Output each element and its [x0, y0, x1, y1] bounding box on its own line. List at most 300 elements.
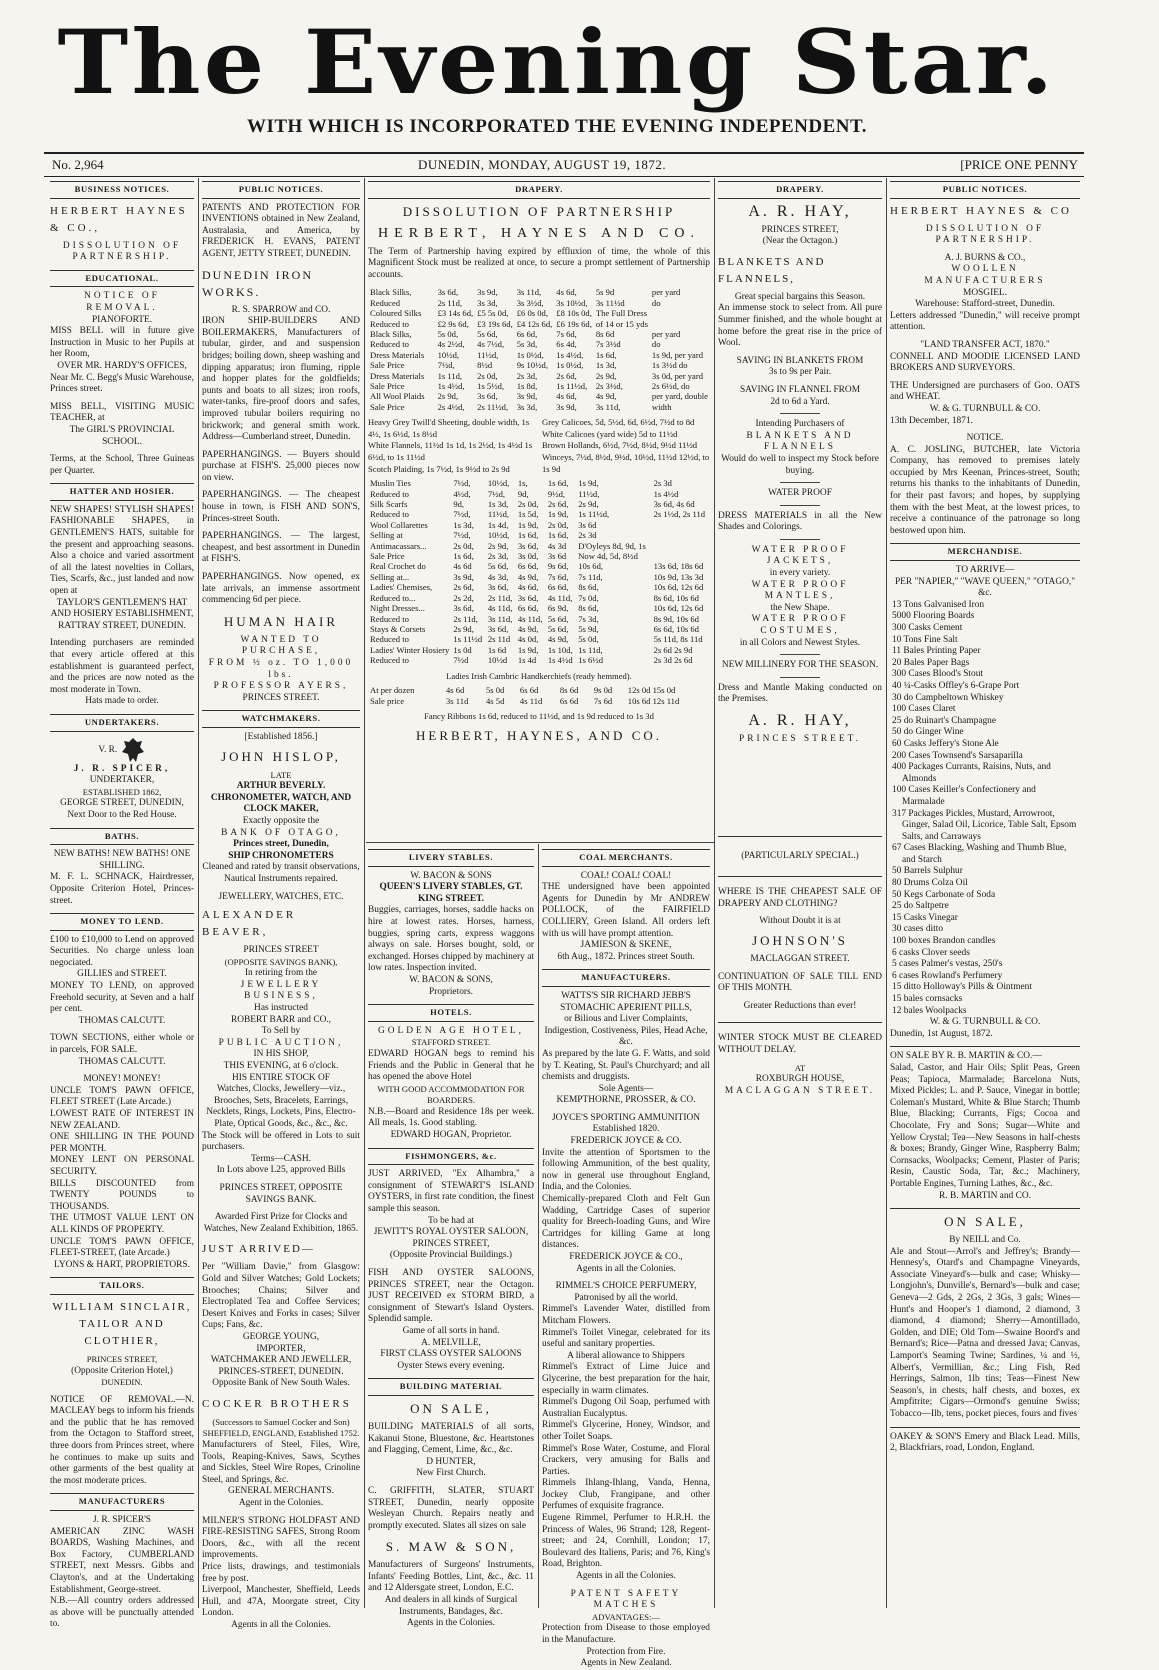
price-item: Reduced [370, 297, 401, 308]
goods-list [890, 600, 1080, 1017]
price-cell: 9s 10½d, [516, 360, 548, 371]
goods-item: 100 boxes Brandon candles [892, 936, 996, 947]
crest-icon [120, 736, 146, 764]
price-cell: 10½d [487, 655, 508, 666]
ad-text: PRINCES-STREET, DUNEDIN. [218, 1366, 344, 1377]
ad-headline: WINTER STOCK MUST BE CLEARED WITHOUT DELAY. [718, 1033, 882, 1055]
ad-text: Intending Purchasers of [755, 419, 845, 430]
price-cell: 7s 11d, [578, 571, 603, 582]
price-cell: 6s 6d, [516, 329, 538, 339]
ad-text: Manufacturers of Surgeons' Instruments, Infants' Feeding Bottles, Lint, &c., &c. 11 and 12 Aldersgate street, London, E.C. [368, 1560, 534, 1594]
column-rule [364, 178, 365, 1608]
royal-crest [50, 736, 194, 764]
ad-text: ARTHUR BEVERLY. [236, 781, 326, 792]
ad-text: MOSGIEL. [962, 287, 1007, 298]
price-cell: 2s 3d [578, 530, 597, 541]
price-cell: 1s 6d, [547, 530, 569, 541]
price-cell: 2s 11d, [453, 613, 478, 624]
price-item: Sale Price [370, 360, 405, 371]
price-cell: 2s 6d, [453, 582, 474, 593]
ad-text: KEMPTHORNE, PROSSER, & CO. [556, 1095, 696, 1106]
ad-text: In Lots above L25, approved Bills [216, 1165, 346, 1176]
price-cell: 4s 0d, [517, 634, 539, 645]
price-row [368, 572, 710, 582]
ad-text: Liverpool, Manchester, Sheffield, Leeds Hull, and 47A, Moorgate street, City London. [202, 1585, 360, 1619]
ad-text: BILLS DISCOUNTED from TWENTY POUNDS to THOUSANDS. [50, 1178, 194, 1212]
price-cell: 1s 3½d do [651, 360, 688, 371]
price-row [368, 339, 710, 349]
price-cell: 2s 1½d, 2s 11d [653, 509, 706, 520]
ad-text: M. F. L. SCHNACK, Hairdresser, Opposite Criterion Hotel, Princes-street. [50, 872, 194, 906]
price-cell: 3s 6d, [453, 603, 474, 614]
goods-item: 25 do Ruinart's Champagne [892, 715, 997, 726]
dateline [44, 152, 1084, 177]
price-cell: 2s 9d, [487, 540, 509, 551]
price-cell: 2s 9d, [453, 623, 474, 634]
price-cell: 4s 6d [453, 561, 472, 572]
ad-text: CONTINUATION OF SALE TILL END OF THIS MONTH. [718, 971, 882, 994]
price-item: Reduced to [370, 339, 409, 350]
goods-item: 30 cases ditto [892, 924, 944, 935]
ad-headline: PER "NAPIER," "WAVE QUEEN," "OTAGO," &c. [894, 576, 1076, 599]
ad-text: MACLAGGAN STREET. [724, 1085, 876, 1096]
ad-headline: ON SALE BY R. B. MARTIN & CO.— [890, 1051, 1042, 1062]
issue-number: No. 2,964 [52, 157, 104, 172]
price-cell: 3s 9d, [453, 571, 474, 582]
newspaper-subtitle: WITH WHICH IS INCORPORATED THE EVENING INDEPENDENT. [246, 116, 868, 137]
price-item: Reduced to [370, 318, 409, 329]
column-rule [886, 178, 887, 1608]
goods-item: 50 do Ginger Wine [892, 727, 964, 738]
price-cell: 4s 6d, [556, 391, 577, 402]
price-cell: 1s 9d, [547, 509, 569, 520]
ad-text: SAVING IN BLANKETS FROM [736, 355, 864, 366]
ad-text: HIS ENTIRE STOCK OF [231, 1072, 330, 1083]
price-cell: 6s 6d, [517, 561, 539, 572]
ad-text: Protection from Disease to those employed in the Manufacture. [542, 1623, 710, 1645]
price-cell: £2 9s 6d, [437, 318, 469, 329]
price-cell: 1s 11d, [437, 370, 463, 381]
price-cell: 8s 6d, [578, 603, 599, 614]
ad-text: PRINCES STREET [243, 945, 319, 956]
ad-text: Chemically-prepared Cloth and Felt Gun Wadding, Cartridge Cases of superior quality for Breech-loading Guns, and Wire Cartridges for killing Game at long distances. [542, 1194, 710, 1251]
ad-text: Salad, Castor, and Hair Oils; Split Peas, Green Peas; Tapioca, Marmalade; Barcelona Nuts, Mixed Pickles; L. and P. Sauce, Vinegar in bottle; Coleman's Mustard, White & Blue Starch; Thumb Blue, Blacking; Currants, Figs; Cocoa and Chocolate, Fry and Sons; Sugar—White and Yellow Crystal; Tea—New Seasons in half-chests & boxes; Brandy, Ginger Wine, Raspberry Balm; Cornsacks, Woolpacks; Cement, Plaster of Paris; Resin, Caustic Soda, Tar, &c.; Machinery, Portable Engines, Turning Lathes, &c., &c. [890, 1062, 1080, 1189]
price-cell: 7s 6d, [556, 329, 577, 339]
price-cell: 2s 9d, [595, 370, 617, 381]
price-item: Real Crochet do [370, 561, 426, 572]
ad-text: THIS EVENING, at 6 o'clock. [223, 1061, 339, 1072]
price-cell: 1s 9d, per yard [651, 349, 703, 360]
price-cell: 3s 11d, [595, 401, 621, 412]
goods-item: 317 Packages Pickles, Mustard, Arrowroot, Ginger, Salad Oil, Licorice, Table Salt, Epsom Salts, and Carraways [892, 808, 1077, 842]
price-row [368, 329, 710, 339]
ad-text: To be had at [428, 1215, 474, 1226]
column-6 [890, 178, 1080, 1608]
section-heading: PUBLIC NOTICES. [202, 181, 360, 199]
price-cell: 4s 9d, [595, 391, 617, 402]
price-cell: 5s 11d, 8s 11d [653, 634, 703, 645]
price-row [368, 603, 710, 613]
ad-headline: WATTS'S SIR RICHARD JEBB'S STOMACHIC APERIENT PILLS, [560, 990, 692, 1013]
ad-text: CHRONOMETER, WATCH, AND CLOCK MAKER, [210, 792, 352, 815]
ad-text: 3s to 9s per Pair. [768, 367, 832, 378]
goods-item: 15 ditto Holloway's Pills & Ointment [892, 982, 1032, 993]
price-cell: 5s 0d [485, 685, 505, 696]
goods-item: 30 do Campbeltown Whiskey [892, 692, 1004, 703]
ad-text: Established 1820. [592, 1124, 660, 1135]
ad-text: WATER PROOF MANTLES, [751, 579, 849, 602]
price-cell: 3s 6d, [477, 391, 498, 402]
ad-text: R. B. MARTIN and CO. [939, 1190, 1031, 1201]
price-item: Reduced to [370, 509, 409, 520]
price-cell: £6 19s 6d, [556, 318, 592, 329]
price-item: Reduced to [370, 634, 409, 645]
ad-text: UNCLE TOM'S PAWN OFFICE, FLEET-STREET, (late Arcade.) [50, 1236, 194, 1259]
ad-headline: J. R. SPICER, [73, 763, 171, 774]
price-row [368, 319, 710, 329]
price-cell: 1s 11d, [578, 644, 603, 655]
section-heading: MANUFACTURERS. [542, 969, 710, 987]
ad-text: BLANKETS AND FLANNELS [746, 430, 854, 453]
ad-text: Rimmel's Dugong Oil Soap, perfumed with Australian Eucalyptus. [542, 1397, 710, 1419]
ad-text: FIRST CLASS OYSTER SALOONS [380, 1349, 522, 1360]
price-cell: 10s 6d, 12s 6d [653, 603, 704, 614]
ad-text: EDWARD HOGAN, Proprietor. [390, 1130, 512, 1141]
price-cell: 3s 3½d, [516, 297, 544, 308]
price-cell: 6s 4d, [556, 339, 577, 350]
ad-text: Oyster Stews every evening. [397, 1360, 505, 1371]
ad-text: (Opposite Provincial Buildings.) [389, 1250, 513, 1261]
ad-text: Rimmel's Rose Water, Costume, and Floral Crackers, very amusing for Balls and Parties. [542, 1443, 710, 1477]
price-cell: 1s 4d, [487, 519, 509, 530]
price-cell: 3s 10½d, [556, 297, 588, 308]
ad-text: Rimmel's Extract of Lime Juice and Glycerine, the best preparation for the hair, especially in warm climates. [542, 1362, 710, 1396]
ad-text: Watches, Clocks, Jewellery—viz., Brooches, Sets, Bracelets, Earrings, Necklets, Rings, Lockets, Pins, Electro-Plate, Optical Goods, &c., &c., &c. [206, 1084, 356, 1129]
ad-text: W. BACON & SONS, [409, 974, 493, 985]
ad-text: PAPERHANGINGS. Now opened, ex late arrivals, an immense assortment commencing 6d per piece. [202, 572, 360, 606]
price-line: White Flannels, 11½d 1s 1d, 1s 2½d, 1s 4½d 1s 6½d, to 1s 11½d [368, 440, 533, 463]
ad-text: ROXBURGH HOUSE, [755, 1074, 845, 1085]
divider [780, 505, 820, 506]
price-cell [652, 551, 710, 561]
price-cell: 3s 6d, 4s 6d [653, 499, 695, 510]
price-cell: 4s 6d, [517, 582, 539, 593]
price-item: Dress Materials [370, 349, 425, 360]
price-cell: 3s 9d, [556, 401, 577, 412]
goods-item: 60 Casks Jeffery's Stone Ale [892, 738, 999, 749]
ad-text: Awarded First Prize for Clocks and Watches, New Zealand Exhibition, 1865. [203, 1212, 359, 1234]
divider [780, 482, 820, 483]
ad-text: SAVING IN FLANNEL FROM [739, 384, 861, 395]
ad-headline: COAL! COAL! COAL! [580, 870, 672, 881]
ad-text: DISSOLUTION OF [925, 223, 1045, 234]
ad-text: N.B.—Board and Residence 18s per week. All meals, 1s. Good stabling. [368, 1106, 534, 1129]
price-item: Black Silks, [370, 287, 412, 298]
price-cell: 4½d, [453, 488, 471, 499]
section-heading: TAILORS. [50, 1277, 194, 1295]
price-item: Black Silks, [370, 329, 412, 339]
price-row [368, 614, 710, 624]
price-cell: 2s 3d, [487, 551, 509, 562]
price-cell: 10½d, [437, 349, 460, 360]
ad-text: THE undersigned have been appointed Agents for Dunedin by Mr ANDREW POLLOCK, of the FAIRFIELD COLLIERY, Green Island. All orders left with us will have prompt attention. [542, 882, 710, 939]
ad-text: Proprietors. [428, 986, 473, 997]
price-cell: 2s 11d, [437, 297, 463, 308]
price-cell: 5s 0d, [578, 634, 599, 645]
price-row [368, 696, 710, 706]
price-cell: 6s 9d, [547, 603, 569, 614]
ad-text: THOMAS CALCUTT. [78, 1015, 166, 1026]
price-cell: 2s 3½d, [595, 381, 623, 392]
price-cell: £3 19s 6d, [477, 318, 513, 329]
goods-item: 10 Tons Fine Salt [892, 634, 958, 645]
ad-text: PARTNERSHIP. [935, 235, 1035, 246]
ad-headline: RIMMEL'S CHOICE PERFUMERY, [555, 1281, 697, 1292]
section-heading: BUILDING MATERIAL [368, 1378, 534, 1396]
price-cell: 10½d, [487, 530, 510, 541]
ad-text: Dress and Mantle Making conducted on the Premises. [718, 682, 882, 705]
ad-text: GILLIES and STREET. [77, 969, 167, 980]
price-cell: 7s 0d, [578, 592, 599, 603]
ad-text: Protection from Fire. [586, 1646, 666, 1657]
goods-item: 15 bales cornsacks [892, 994, 963, 1004]
price-cell: per yard [651, 287, 681, 298]
goods-item: 25 do Saltpetre [892, 901, 949, 912]
ad-text: Agent in the Colonies. [238, 1498, 324, 1509]
price-cell: 9s 6d, [547, 561, 569, 572]
price-cell: 3s 6d, [487, 623, 509, 634]
ad-headline: WHERE IS THE CHEAPEST SALE OF DRAPERY AND CLOTHING? [718, 887, 882, 909]
price-cell: 8s 6d [595, 329, 615, 339]
column-rule [538, 844, 539, 1608]
ad-text: The Term of Partnership having expired by effluxion of time, the whole of this Magnificent Stock must be realized at once, to secure a prompt settlement of Partnership accounts. [368, 246, 710, 280]
price-row [368, 561, 710, 571]
price-item: Muslin Ties [370, 478, 411, 489]
ad-text: Rimmels Ihlang-Ihlang, Vanda, Henna, Jockey Club, Frangipane, and other Perfumes of exquisite fragrance. [542, 1478, 710, 1512]
price-cell: 2s 3d, [516, 370, 538, 381]
ad-text: As prepared by the late G. F. Watts, and sold by T. Keating, St. Paul's Churchyard; and all chemists and druggists. [542, 1048, 710, 1083]
ad-text: W. & G. TURNBULL & CO. [929, 403, 1041, 414]
price-cell: 1s 0d [453, 644, 472, 655]
ad-text: in every variety. [769, 568, 831, 579]
ad-headline: GOLDEN AGE HOTEL, [377, 1025, 525, 1036]
price-cell: £6 0s 0d, [516, 308, 548, 319]
ad-text: SHIP CHRONOMETERS [228, 850, 334, 861]
price-cell: 5s 6d, [547, 623, 569, 634]
ad-text: FREDERICK JOYCE & CO. [570, 1136, 682, 1147]
ad-text: Price lists, drawings, and testimonials free by post. [202, 1562, 360, 1584]
ad-text: IN HIS SHOP, [253, 1049, 309, 1060]
section-heading: HATTER AND HOSIER. [50, 483, 194, 501]
ad-text: DUNEDIN. [101, 1377, 143, 1388]
ad-text: Patronised by all the world. [574, 1292, 678, 1303]
price-cell: per yard [651, 329, 681, 339]
section-heading: MERCHANDISE. [890, 543, 1080, 561]
price-cell: 4s 6d [446, 685, 465, 696]
ad-text: Exactly opposite the [242, 815, 320, 826]
price-cell: 10s 6d, [578, 561, 604, 572]
ad-text: NOTICE. [966, 433, 1004, 444]
price-cell: 3s 6d [547, 551, 567, 562]
price-table [368, 685, 710, 706]
price-cell: 1s 10d, [547, 644, 573, 655]
price-cell: 6s 6d, [517, 603, 539, 614]
price-cell [652, 520, 710, 530]
goods-item: 40 ¼-Casks Offley's 6-Grape Port [892, 680, 1020, 691]
price-cell [650, 319, 710, 329]
section-heading: EDUCATIONAL. [50, 270, 194, 288]
price-row [368, 489, 710, 499]
ad-text: WATER PROOF JACKETS, [751, 544, 849, 567]
price-cell: 8s 9d, 10s 6d [653, 613, 699, 624]
drapery-notice [368, 178, 710, 840]
goods-item: 400 Packages Currants, Raisins, Nuts, and Almonds [892, 762, 1051, 784]
price-cell: 5s 6d, [477, 329, 498, 339]
ad-text: Agents in all the Colonies. [576, 1571, 676, 1582]
section-heading: COAL MERCHANTS. [542, 849, 710, 867]
price-item: Reduced to [370, 655, 409, 666]
goods-item: 13 Tons Galvanised Iron [892, 599, 985, 610]
goods-item: 300 Cases Blood's Stout [892, 669, 984, 680]
ad-text: C. GRIFFITH, SLATER, STUART STREET, Dunedin, nearly opposite Wesleyan Church. Repairs neatly and promptly executed. Slates all sizes on sale [368, 1485, 534, 1531]
price-cell: 4s 11d, [517, 613, 543, 624]
goods-item: 50 Barrels Sulphur [892, 866, 963, 877]
ad-text: Manufacturers of Steel, Files, Wire, Tools, Reaping-Knives, Saws, Scythes and Sickles, Steel Wire Ropes, Crinoline Steel, and Springs, &c. [202, 1440, 360, 1485]
price-cell: 1s 3d, [487, 499, 509, 510]
section-rule [718, 1022, 882, 1023]
price-cell: 1s 4½d, [437, 381, 465, 392]
section-heading: DRAPERY. [368, 181, 710, 199]
ad-text: JEWITT'S ROYAL OYSTER SALOON, PRINCES STREET, [373, 1227, 529, 1249]
ad-headline: MONEY! MONEY! [83, 1074, 161, 1085]
ad-text: PRINCES STREET. [739, 734, 861, 744]
goods-item: 20 Bales Paper Bags [892, 657, 970, 668]
masthead [0, 10, 1114, 138]
price-cell: 6s 6d [519, 685, 539, 696]
price-item: At per dozen [370, 685, 415, 696]
ad-text: OVER MR. HARDY'S OFFICES, [57, 360, 187, 371]
ad-text: (Successors to Samuel Cocker and Son) SHEFFIELD, ENGLAND, Established 1752. [202, 1416, 360, 1439]
ad-text: PRINCES STREET, OPPOSITE SAVINGS BANK. [219, 1182, 343, 1205]
column-rule [198, 178, 199, 1608]
price-cell: The Full Dress [595, 308, 647, 319]
price-line: Scotch Plaiding, 1s 7½d, 1s 9½d to 2s 9d [368, 463, 510, 474]
price-cell: 8s 6d, [578, 582, 599, 593]
issue-price: [PRICE ONE PENNY [960, 157, 1078, 172]
ad-text: A. C. JOSLING, BUTCHER, late Victoria Company, has removed to premises lately occupied by Mrs Keenan, Princes-street, South; returns his thanks to the inhabitants of Dunedin, for their past favors; and hopes, by supplying them with the best Meat, at the lowest prices, to receive a continuance of the patronage so long bestowed upon him. [890, 444, 1080, 536]
ad-text: "LAND TRANSFER ACT, 1870." [920, 339, 1050, 350]
ad-text: Ale and Stout—Arrol's and Jeffrey's; Brandy—Hennesy's, Otard's and Champagne Vineyards, Associate Vineyard's—bulk and case; Whisky—Longjohn's, Dunville's, Bernard's—bulk and case; Geneva—2 Gds, 2 2Gs, 2 3Gs, 3 gals; Wines—Hunt's and Hooper's 1 diamond, 2 diamond, 3 diamond, 4 diamond; Sherry—Amontillado, Golden, and DIE; Old Tom—Swaine Boord's and Bernard's; Rice—Patna and dressed Java; Canvas, Lamport's Seaming Twine; Sardines, ¼ and ½, Albert's, Vermillian, &c.; Ling Fish, Red Herrings, Salmon, 1lb tins; Teas—Finest New Season's, in chests, half chests, and boxes, ex Ampfitrite; Cigars—Ormond's genuine Swiss; Tobacco—Ilb, tens, pocket pieces, fours and fives [890, 1246, 1080, 1419]
price-cell: 5s 6d, [487, 561, 509, 572]
column-2 [202, 178, 360, 1630]
price-line: Heavy Grey Twill'd Sheeting, double width, 1s 4½, 1s 6½d, 1s 8½d [368, 417, 530, 439]
ad-text: 13th December, 1871. [890, 415, 973, 426]
price-item: Selling at... [370, 571, 410, 582]
price-cell: 3s 0d, per yard [651, 370, 703, 381]
price-line: Grey Calicoes, 5d, 5½d, 6d, 6½d, 7½d to 8d [542, 417, 695, 428]
price-line: Brown Hollands, 6½d, 7½d, 8½d, 9½d 11½d [542, 440, 698, 451]
ad-text: PROFESSOR AYERS, [213, 681, 349, 692]
ad-headline: WILLIAM SINCLAIR, TAILOR AND CLOTHIER, [52, 1300, 192, 1347]
ad-headline: COCKER BROTHERS [202, 1397, 352, 1410]
ad-text: WATER PROOF [768, 488, 832, 499]
price-cell: 3s 11d, [487, 613, 513, 624]
newspaper-title: The Evening Star. [57, 10, 1057, 114]
price-row [368, 624, 710, 634]
ad-headline: JOHN HISLOP, [221, 748, 341, 764]
ad-headline: HERBERT, HAYNES AND CO. [378, 225, 700, 241]
price-cell: 8s 6d, 10s 6d [653, 592, 699, 603]
price-row [368, 298, 710, 308]
ad-text: EDWARD HOGAN begs to remind his Friends and the Public in General that he has opened the above Hotel [368, 1048, 534, 1083]
price-cell: 1s 5d, [517, 509, 539, 520]
ad-headline: HERBERT HAYNES & CO [890, 204, 1072, 217]
ad-text: PRINCES STREET, [86, 1353, 158, 1364]
ad-text: WATER PROOF COSTUMES, [751, 614, 849, 637]
price-cell: 4s 11d, [547, 592, 573, 603]
price-cell: 1s 4½d [653, 488, 679, 499]
goods-item: 6 cases Rowland's Perfumery [892, 970, 1003, 981]
price-cell: 4s 7½d, [477, 339, 505, 350]
section-rule [366, 842, 714, 843]
price-line: Ladies Irish Cambric Handkerchiefs (ready hemmed). [446, 670, 632, 681]
price-item: Silk Scarfs [370, 499, 408, 510]
ad-text: Warehouse: Stafford-street, Dunedin. [915, 299, 1055, 310]
price-cell: 7½d, [453, 509, 471, 520]
ad-text: MISS BELL will in future give Instruction in Music to her Pupils at her Room, [50, 326, 194, 360]
price-item: Ladies' Chemises, [370, 582, 433, 593]
price-cell: 1s 6d, [595, 349, 617, 360]
price-item: Sale price [370, 695, 405, 706]
ad-text: Greater Reductions than ever! [743, 1000, 857, 1011]
price-cell: 1s 0½d, [556, 360, 584, 371]
crest-letters: V. R. [98, 744, 118, 755]
ad-text: Buggies, carriages, horses, saddle hacks on hire at lowest rates. Horses, harness, buggies, spring carts, express waggons always on sale. Horses bought, sold, or exchanged. Horses chipped by machinery at low rates. Inspection invited. [368, 905, 534, 974]
price-cell: 5s 9d, [578, 623, 599, 634]
goods-item: 100 Cases Keiller's Confectionery and Marmalade [892, 785, 1036, 807]
price-cell: 3s 6d [578, 519, 597, 530]
price-cell: 5s 9d [595, 287, 615, 298]
ad-text: The Stock will be offered in Lots to suit purchasers. [202, 1130, 360, 1153]
ad-text: MILNER'S STRONG HOLDFAST AND FIRE-RESISTING SAFES, Strong Room Doors, &c., with all the recent improvements. [202, 1515, 360, 1561]
price-cell: 2s 9d, [437, 391, 459, 402]
ad-text: JUST ARRIVED, "Ex Alhambra," a consignment of STEWART'S ISLAND OYSTERS, in first rate condition, the finest sample this season. [368, 1169, 534, 1215]
price-cell: 3s 9d, [477, 287, 498, 298]
price-cell: 2s 6d, [547, 499, 569, 510]
price-cell: 3s 6d, [517, 540, 539, 551]
section-heading: MANUFACTURERS [50, 1493, 194, 1511]
ad-text: Dunedin, 1st August, 1872. [890, 1028, 993, 1039]
price-cell: 3s 3d, [477, 297, 498, 308]
price-cell: 11½d, [578, 488, 600, 499]
price-row [368, 520, 710, 530]
ad-text: Intending purchasers are reminded that every article offered at this establishment is guaranteed perfect, and the prices are now noted as the most moderate in Town. [50, 638, 194, 695]
price-cell: 7½d, [437, 360, 455, 371]
ad-headline: HERBERT HAYNES & CO., [50, 204, 188, 234]
ad-text: Rimmel's Glycerine, Honey, Windsor, and other Toilet Soaps. [542, 1420, 710, 1442]
ad-headline: A. R. HAY, [748, 202, 852, 220]
price-cell: 7½d, [453, 530, 471, 541]
price-cell: 4s 3d, [487, 571, 509, 582]
ad-text: THOMAS CALCUTT. [78, 1056, 166, 1067]
ad-text: UNDERTAKER, [89, 775, 155, 786]
price-cell: 8½d [477, 360, 493, 371]
ad-text: THE Undersigned are purchasers of Goo. OATS and WHEAT. [890, 380, 1080, 403]
price-cell: 2s 3d [653, 478, 672, 489]
price-row [368, 551, 710, 561]
price-row [368, 499, 710, 509]
goods-item: 5 cases Palmer's vestas, 250's [892, 959, 1003, 970]
